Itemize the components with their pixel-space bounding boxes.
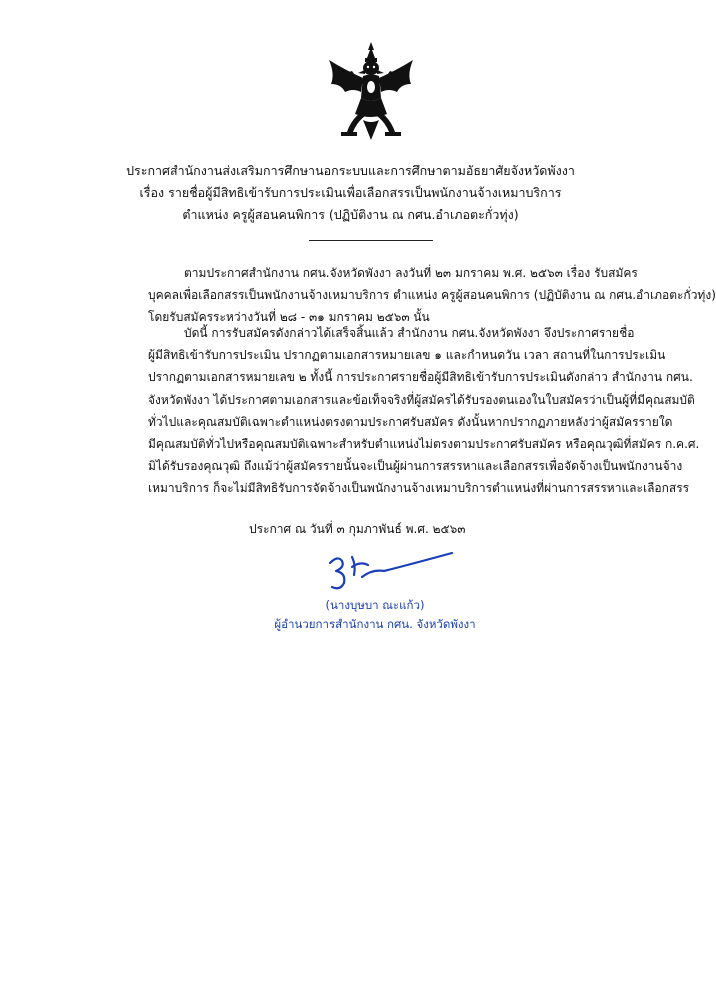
paragraph-line: เหมาบริการ ก็จะไม่มีสิทธิรับการจัดจ้างเป็นพนักงานจ้างเหมาบริการตำแหน่งที่ผ่านการสรรหาและเลือกสรร — [148, 481, 690, 496]
garuda-emblem-icon — [325, 40, 417, 142]
announcement-date: ประกาศ ณ วันที่ ๓ กุมภาพันธ์ พ.ศ. ๒๕๖๓ — [249, 522, 466, 536]
paragraph-line: มีคุณสมบัติทั่วไปหรือคุณสมบัติเฉพาะสำหรับตำแหน่งไม่ตรงตามประกาศรับสมัคร หรือคุณวุฒิที่สมัคร ก.ค.ศ. — [148, 437, 700, 452]
paragraph-2 — [148, 322, 700, 500]
paragraph-line: ตามประกาศสำนักงาน กศน.จังหวัดพังงา ลงวันที่ ๒๓ มกราคม พ.ศ. ๒๕๖๓ เรื่อง รับสมัคร — [184, 266, 638, 280]
paragraph-line: ทั่วไปและคุณสมบัติเฉพาะตำแหน่งตรงตามประกาศรับสมัคร ดังนั้นหากปรากฏภายหลังว่าผู้สมัครรายใด — [148, 414, 673, 429]
signer-name: (นางบุษบา ณะแก้ว) — [325, 598, 425, 612]
paragraph-line: โดยรับสมัครระหว่างวันที่ ๒๘ - ๓๑ มกราคม ๒๕๖๓ นั้น — [148, 310, 430, 325]
signer-title: ผู้อำนวยการสำนักงาน กศน. จังหวัดพังงา — [274, 617, 476, 631]
announcement-subject: เรื่อง รายชื่อผู้มีสิทธิเข้ารับการประเมินเพื่อเลือกสรรเป็นพนักงานจ้างเหมาบริการ — [139, 185, 562, 200]
paragraph-line: บุคคลเพื่อเลือกสรรเป็นพนักงานจ้างเหมาบริการ ตำแหน่ง ครูผู้สอนคนพิการ (ปฏิบัติงาน ณ กศน.อำเภอตะกั่วทุ่ง) — [148, 288, 716, 303]
announcement-title: ประกาศสำนักงานส่งเสริมการศึกษานอกระบบและการศึกษาตามอัธยาศัยจังหวัดพังงา — [126, 163, 575, 178]
paragraph-line: มิได้รับรองคุณวุฒิ ถึงแม้ว่าผู้สมัครรายนั้นจะเป็นผู้ผ่านการสรรหาและเลือกสรรเพื่อจัดจ้างเป็นพนักงานจ้าง — [148, 459, 683, 474]
paragraph-line: ผู้มีสิทธิเข้ารับการประเมิน ปรากฏตามเอกสารหมายเลข ๑ และกำหนดวัน เวลา สถานที่ในการประเมิน — [148, 348, 666, 363]
paragraph-line: ปรากฏตามเอกสารหมายเลข ๒ ทั้งนี้ การประกาศรายชื่อผู้มีสิทธิเข้ารับการประเมินดังกล่าว สำนักงาน กศน. — [148, 370, 693, 385]
signature-icon — [312, 547, 462, 595]
paragraph-line: จังหวัดพังงา ได้ประกาศตามเอกสารและข้อเท็จจริงที่ผู้สมัครได้รับรองตนเองในใบสมัครว่าเป็นผู้ที่มีคุณสมบัติ — [148, 392, 695, 407]
announcement-position: ตำแหน่ง ครูผู้สอนคนพิการ (ปฏิบัติงาน ณ กศน.อำเภอตะกั่วทุ่ง) — [182, 207, 519, 222]
header-divider — [309, 240, 433, 241]
paragraph-line: บัดนี้ การรับสมัครดังกล่าวได้เสร็จสิ้นแล้ว สำนักงาน กศน.จังหวัดพังงา จึงประกาศรายชื่อ — [184, 326, 635, 340]
paragraph-1 — [148, 262, 716, 329]
